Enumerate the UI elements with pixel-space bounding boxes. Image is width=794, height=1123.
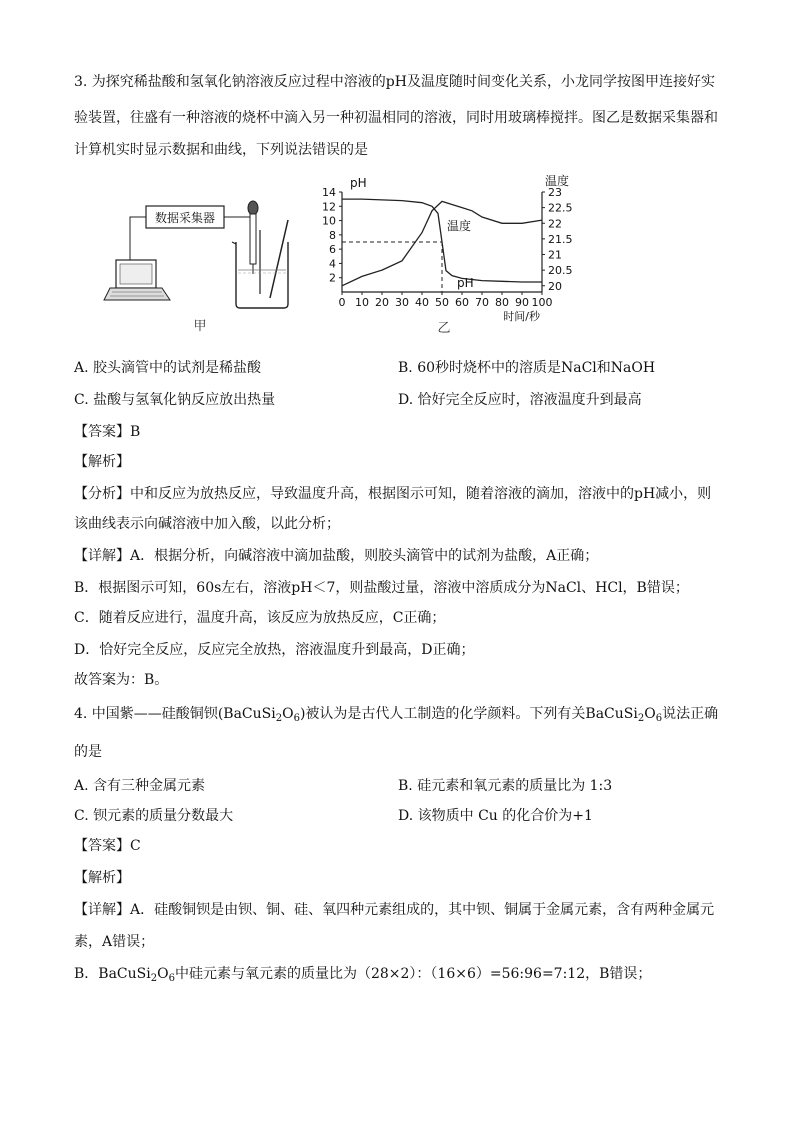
q4-stem-prefix: 4. 中国紫——硅酸铜钡 xyxy=(74,706,218,722)
q3-answer-label: 【答案】 xyxy=(74,424,130,440)
y2-tick-label: 21.5 xyxy=(548,232,573,246)
reference-lines xyxy=(342,242,442,292)
y2-tick-label: 20 xyxy=(548,279,562,293)
q4-detail-a-cont: 素，A错误； xyxy=(74,934,155,950)
y-tick-label: 8 xyxy=(329,228,336,242)
y2-tick-label: 22.5 xyxy=(548,201,573,215)
ph-series-line xyxy=(342,199,542,282)
q3-fenxi-line-2: 该曲线表示向碱溶液中加入酸，以此分析； xyxy=(74,516,340,532)
data-collector-label: 数据采集器 xyxy=(154,211,216,225)
x-tick-label: 10 xyxy=(355,296,369,309)
q3-detail-a: 【详解】A．根据分析，向碱溶液中滴加盐酸，则胶头滴管中的试剂为盐酸，A正确； xyxy=(74,548,599,564)
q3-stem-line-3: 计算机实时显示数据和曲线，下列说法错误的是 xyxy=(74,142,368,158)
y2-tick-label: 22 xyxy=(548,217,562,231)
x-tick-label: 70 xyxy=(475,296,489,309)
q4-answer-row xyxy=(74,836,141,856)
x-tick-label: 50 xyxy=(435,296,449,309)
q4-formula-3: $BaCuSi_2O_6$ xyxy=(98,966,175,984)
q3-detail-d: D．恰好完全反应，反应完全放热，溶液温度升到最高，D正确； xyxy=(74,642,475,658)
jia-caption: 甲 xyxy=(193,319,207,334)
y2-ticks xyxy=(542,186,573,293)
chart-yi xyxy=(322,173,573,336)
x-tick-label: 0 xyxy=(338,296,346,309)
y2-tick-label: 23 xyxy=(548,186,562,199)
q4-formula-2: $BaCuSi_2O_6$ xyxy=(585,706,663,724)
y-tick-label: 2 xyxy=(329,271,336,285)
q4-stem-line-1: 4. 中国紫——硅酸铜钡$(BaCuSi_2O_6)$被认为是古代人工制造的化学颜料。下列有关$BaCuSi_2O_6$说法正确 xyxy=(74,706,719,724)
apparatus-jia xyxy=(104,201,288,334)
q4-answer-value: C xyxy=(130,838,141,854)
q3-stem-line-1: 3. 为探究稀盐酸和氢氧化钠溶液反应过程中溶液的pH及温度随时间变化关系，小龙同学按图甲连接好实 xyxy=(74,74,715,90)
y-tick-label: 4 xyxy=(329,257,336,271)
y2-tick-label: 21 xyxy=(548,248,562,262)
q4-option-b: B. 硅元素和氧元素的质量比为 1:3 xyxy=(398,778,613,794)
y-ticks xyxy=(322,186,342,285)
q3-detail-b: B．根据图示可知，60s左右，溶液pH＜7，则盐酸过量，溶液中溶质成分为NaCl、HCl，B错误； xyxy=(74,580,689,596)
q3-option-a: A. 胶头滴管中的试剂是稀盐酸 xyxy=(74,360,262,376)
glass-rod xyxy=(270,220,288,298)
laptop-icon xyxy=(104,260,170,300)
q4-detail-a: 【详解】A．硅酸铜钡是由钡、铜、硅、氧四种元素组成的，其中钡、铜属于金属元素，含有两种金属元 xyxy=(74,902,715,918)
x-axis-label: 时间/秒 xyxy=(503,310,540,323)
y-tick-label: 12 xyxy=(322,200,336,214)
temp-axis-label: 温度 xyxy=(545,174,570,188)
q3-stem-line-2: 验装置，往盛有一种溶液的烧杯中滴入另一种初温相同的溶液，同时用玻璃棒搅拌。图乙是数据采集器和 xyxy=(74,110,718,126)
q3-option-d: D. 恰好完全反应时，溶液温度升到最高 xyxy=(398,392,642,408)
q3-conclusion: 故答案为：B。 xyxy=(74,672,169,688)
x-tick-label: 40 xyxy=(415,296,429,309)
dropper-icon xyxy=(248,201,258,274)
q4-option-c: C. 钡元素的质量分数最大 xyxy=(74,808,234,824)
x-tick-label: 80 xyxy=(495,296,509,309)
wire-to-laptop xyxy=(130,217,146,260)
q3-answer-value: B xyxy=(130,424,141,440)
q3-fenxi-line-1: 【分析】中和反应为放热反应，导致温度升高，根据图示可知，随着溶液的滴加，溶液中的pH减小，则 xyxy=(74,486,712,502)
q3-detail-c: C．随着反应进行，温度升高，该反应为放热反应，C正确； xyxy=(74,610,446,626)
x-tick-label: 60 xyxy=(455,296,469,309)
q4-stem-line-2: 的是 xyxy=(74,744,102,760)
q3-option-c: C. 盐酸与氢氧化钠反应放出热量 xyxy=(74,392,276,408)
q4-formula-1: $BaCuSi_2O_6$ xyxy=(223,706,300,724)
q4-option-d: D. 该物质中 Cu 的化合价为+1 xyxy=(398,808,593,824)
y2-tick-label: 20.5 xyxy=(548,264,573,278)
x-ticks xyxy=(339,292,553,309)
q3-answer-row xyxy=(74,422,140,442)
q4-answer-label: 【答案】 xyxy=(74,838,130,854)
q3-figure-svg xyxy=(100,170,580,340)
ph-axis-label: pH xyxy=(350,176,367,190)
temp-curve-label: 温度 xyxy=(447,219,472,233)
ph-curve-label: pH xyxy=(457,276,474,290)
y-tick-label: 6 xyxy=(329,243,336,257)
q4-analysis-label: 【解析】 xyxy=(74,870,130,886)
x-tick-label: 100 xyxy=(531,296,553,309)
q3-figure xyxy=(100,170,580,340)
q3-analysis-label: 【解析】 xyxy=(74,454,130,470)
y-tick-label: 10 xyxy=(322,214,336,228)
x-tick-label: 20 xyxy=(375,296,389,309)
q4-detail-b: B．$BaCuSi_2O_6$中硅元素与氧元素的质量比为（28×2）：（16×6）=56:96=7:12，B错误； xyxy=(74,966,652,984)
q4-option-a: A. 含有三种金属元素 xyxy=(74,778,206,794)
yi-caption: 乙 xyxy=(437,321,451,336)
y-tick-label: 14 xyxy=(322,186,336,199)
x-tick-label: 30 xyxy=(395,296,409,309)
q3-option-b: B. 60秒时烧杯中的溶质是NaCl和NaOH xyxy=(398,360,656,376)
x-tick-label: 90 xyxy=(515,296,529,309)
q4-stem-suffix: 说法正确 xyxy=(662,706,719,722)
q4-stem-middle: 被认为是古代人工制造的化学颜料。下列有关 xyxy=(305,706,586,722)
